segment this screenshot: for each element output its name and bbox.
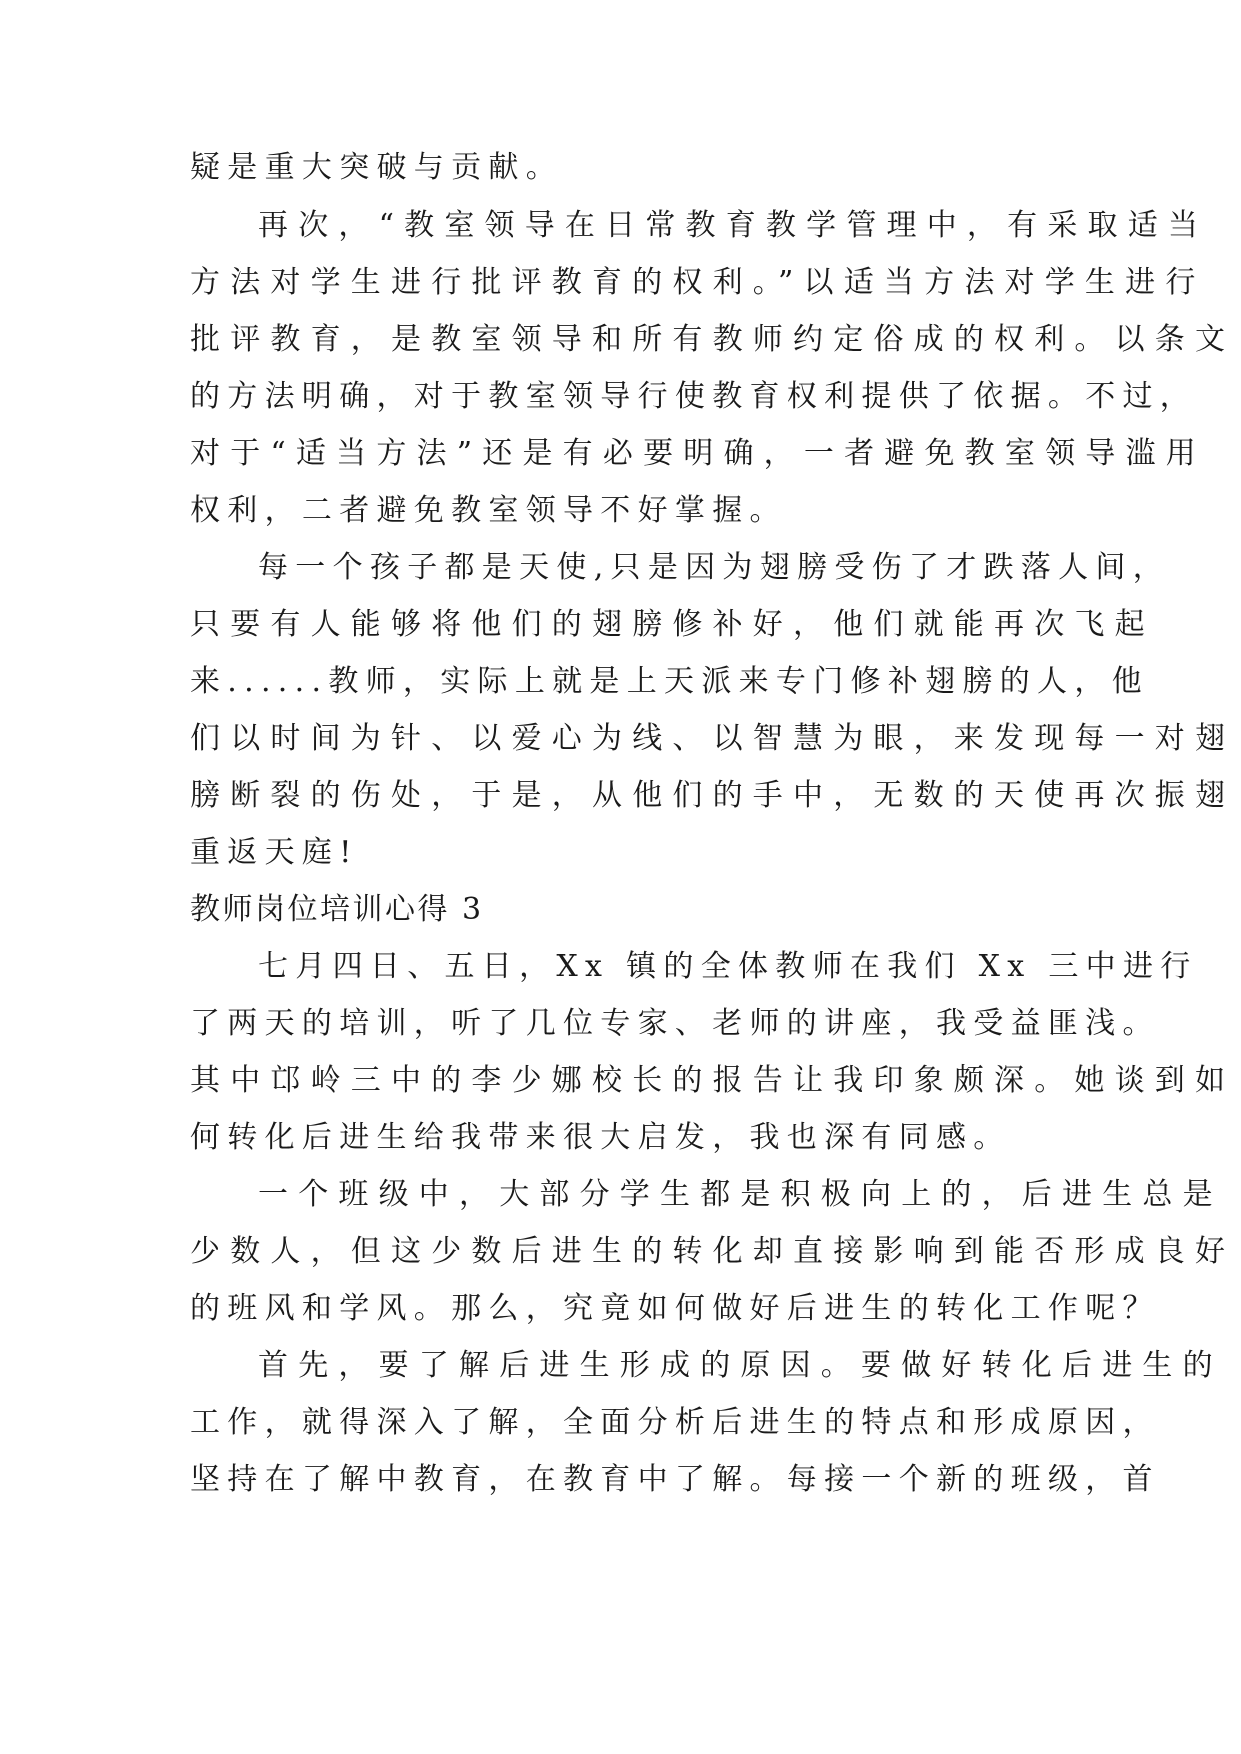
text-line: 权利，二者避免教室领导不好掌握。 (190, 493, 787, 528)
text-line: 方法对学生进行批评教育的权利。”以适当方法对学生进行 (190, 265, 1206, 300)
text-line: 对于“适当方法”还是有必要明确，一者避免教室领导滥用 (190, 436, 1206, 471)
text-line: 的班风和学风。那么，究竟如何做好后进生的转化工作呢？ (190, 1291, 1160, 1326)
text-line: 来......教师，实际上就是上天派来专门修补翅膀的人，他 (190, 664, 1149, 699)
text-line: 少数人，但这少数后进生的转化却直接影响到能否形成良好 (190, 1234, 1236, 1269)
paragraph-start-line: 首先，要了解后进生形成的原因。要做好转化后进生的 (258, 1348, 1223, 1383)
text-line: 工作，就得深入了解，全面分析后进生的特点和形成原因， (190, 1405, 1160, 1440)
paragraph-start-line: 一个班级中，大部分学生都是积极向上的，后进生总是 (258, 1177, 1223, 1212)
paragraph-start-line: 七月四日、五日，Xx 镇的全体教师在我们 Xx 三中进行 (258, 949, 1198, 984)
text-line: 坚持在了解中教育，在教育中了解。每接一个新的班级，首 (190, 1462, 1160, 1497)
text-line: 只要有人能够将他们的翅膀修补好，他们就能再次飞起 (190, 607, 1155, 642)
text-line: 重返天庭! (190, 835, 359, 870)
text-line: 们以时间为针、以爱心为线、以智慧为眼，来发现每一对翅 (190, 721, 1236, 756)
text-line: 了两天的培训，听了几位专家、老师的讲座，我受益匪浅。 (190, 1006, 1160, 1041)
text-line: 何转化后进生给我带来很大启发，我也深有同感。 (190, 1120, 1011, 1155)
paragraph-start-line: 再次，“教室领导在日常教育教学管理中，有采取适当 (258, 208, 1209, 243)
text-line: 的方法明确，对于教室领导行使教育权利提供了依据。不过， (190, 379, 1198, 414)
text-line: 膀断裂的伤处，于是，从他们的手中，无数的天使再次振翅 (190, 778, 1236, 813)
text-line: 疑是重大突破与贡献。 (190, 150, 563, 185)
text-line: 批评教育，是教室领导和所有教师约定俗成的权利。以条文 (190, 322, 1236, 357)
section-heading: 教师岗位培训心得 3 (190, 892, 484, 927)
text-line: 其中邙岭三中的李少娜校长的报告让我印象颇深。她谈到如 (190, 1063, 1236, 1098)
paragraph-start-line: 每一个孩子都是天使,只是因为翅膀受伤了才跌落人间， (258, 550, 1171, 585)
